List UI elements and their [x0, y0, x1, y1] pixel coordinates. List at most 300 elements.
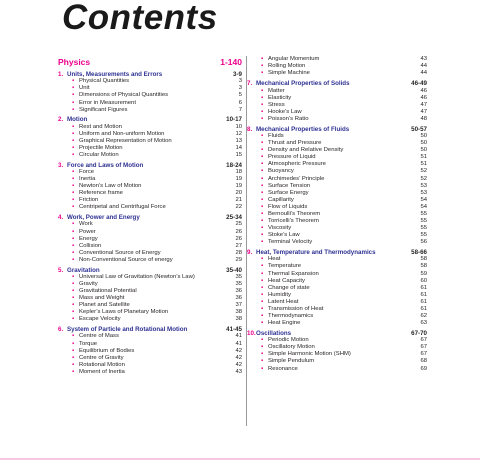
- chapter-title: Motion: [67, 116, 88, 124]
- chapter-number: 10.: [247, 329, 256, 337]
- topic-title: Planet and Satellite: [79, 302, 130, 309]
- bullet-icon: ▪: [72, 197, 75, 204]
- topic-page: 14: [235, 144, 242, 151]
- bullet-icon: ▪: [72, 204, 75, 211]
- toc-topic[interactable]: [247, 190, 427, 197]
- toc-topic[interactable]: [247, 337, 427, 344]
- topic-page: 63: [420, 320, 427, 327]
- toc-topic[interactable]: [247, 299, 427, 306]
- topic-page: 43: [235, 368, 242, 375]
- topic-title: Flow of Liquids: [268, 203, 308, 210]
- topic-page: 47: [420, 108, 427, 115]
- bullet-icon: ▪: [72, 242, 75, 249]
- topic-title: Temperature: [268, 263, 302, 270]
- bullet-icon: ▪: [261, 344, 264, 351]
- bullet-icon: ▪: [261, 239, 264, 246]
- toc-topic[interactable]: [58, 309, 242, 316]
- chapter-heading[interactable]: [247, 330, 427, 337]
- chapter-pages: 50-57: [411, 125, 427, 133]
- toc-topic[interactable]: [247, 225, 427, 232]
- toc-chapter: [247, 126, 427, 247]
- topic-title: Heat Engine: [268, 320, 301, 327]
- toc-left-column: [58, 56, 242, 379]
- chapter-number: 6.: [58, 326, 64, 334]
- topic-title: Graphical Representation of Motion: [79, 137, 172, 144]
- bullet-icon: ▪: [261, 320, 264, 327]
- topic-page: 53: [420, 182, 427, 189]
- toc-right-column: [247, 56, 427, 375]
- bullet-icon: ▪: [72, 333, 75, 340]
- topic-page: 51: [420, 161, 427, 168]
- toc-topic[interactable]: [247, 88, 427, 95]
- topic-title: Force: [79, 169, 95, 176]
- toc-topic[interactable]: [58, 302, 242, 309]
- topic-title: Angular Momentum: [268, 56, 320, 62]
- toc-topic[interactable]: [247, 147, 427, 154]
- chapter-title: System of Particle and Rotational Motion: [67, 326, 188, 334]
- bullet-icon: ▪: [72, 169, 75, 176]
- topic-title: Simple Machine: [268, 70, 310, 77]
- topic-page: 5: [238, 92, 242, 99]
- topic-title: Resonance: [268, 365, 298, 372]
- chapter-heading[interactable]: [247, 80, 427, 87]
- toc-topic[interactable]: [247, 168, 427, 175]
- toc-topic[interactable]: [247, 271, 427, 278]
- bullet-icon: ▪: [72, 302, 75, 309]
- topic-title: Pressure of Liquid: [268, 154, 316, 161]
- bullet-icon: ▪: [261, 351, 264, 358]
- topic-page: 61: [420, 284, 427, 291]
- toc-chapter: [58, 116, 242, 159]
- topic-page: 19: [235, 183, 242, 190]
- toc-topic[interactable]: [247, 278, 427, 285]
- bullet-icon: ▪: [72, 99, 75, 106]
- toc-topic[interactable]: [58, 100, 242, 107]
- toc-topic[interactable]: [58, 107, 242, 114]
- bullet-icon: ▪: [261, 140, 264, 147]
- right-chapter-list: [247, 80, 427, 372]
- topic-title: Moment of Inertia: [79, 368, 125, 375]
- bullet-icon: ▪: [261, 256, 264, 263]
- toc-topic[interactable]: [247, 232, 427, 239]
- toc-topic[interactable]: [58, 288, 242, 295]
- topic-title: Escape Velocity: [79, 316, 121, 323]
- topic-page: 43: [420, 56, 427, 62]
- topic-page: 27: [235, 242, 242, 249]
- bullet-icon: ▪: [261, 365, 264, 372]
- toc-topic[interactable]: [247, 133, 427, 140]
- bullet-icon: ▪: [261, 270, 264, 277]
- topic-title: Latent Heat: [268, 298, 299, 305]
- topic-title: Periodic Motion: [268, 337, 309, 344]
- topic-title: Reference frame: [79, 190, 123, 197]
- topic-title: Equilibrium of Bodies: [79, 347, 135, 354]
- toc-topic[interactable]: [247, 102, 427, 109]
- topic-title: Elasticity: [268, 94, 292, 101]
- chapter-pages: 58-66: [411, 249, 427, 257]
- chapter-pages: 25-34: [226, 214, 242, 222]
- topic-title: Fluids: [268, 132, 284, 139]
- topic-title: Oscillatory Motion: [268, 344, 315, 351]
- toc-topic[interactable]: [58, 333, 242, 340]
- toc-chapter: [58, 214, 242, 264]
- topic-page: 42: [235, 361, 242, 368]
- topic-page: 47: [420, 101, 427, 108]
- topic-page: 25: [235, 221, 242, 228]
- toc-topic[interactable]: [58, 348, 242, 355]
- topic-page: 59: [420, 270, 427, 277]
- topic-title: Gravitational Potential: [79, 288, 137, 295]
- toc-topic[interactable]: [247, 183, 427, 190]
- chapter-title: Oscillations: [256, 329, 292, 337]
- bullet-icon: ▪: [261, 358, 264, 365]
- toc-topic[interactable]: [58, 197, 242, 204]
- topic-page: 53: [420, 189, 427, 196]
- bullet-icon: ▪: [72, 235, 75, 242]
- toc-topic[interactable]: [247, 306, 427, 313]
- bullet-icon: ▪: [261, 94, 264, 101]
- bullet-icon: ▪: [261, 305, 264, 312]
- topic-page: 55: [420, 218, 427, 225]
- chapter-heading[interactable]: [247, 249, 427, 256]
- topic-page: 48: [420, 115, 427, 122]
- toc-topic[interactable]: [58, 124, 242, 131]
- bullet-icon: ▪: [261, 108, 264, 115]
- topic-page: 67: [420, 337, 427, 344]
- toc-topic[interactable]: [247, 263, 427, 270]
- chapter-pages: 10-17: [226, 116, 242, 124]
- toc-topic[interactable]: [58, 281, 242, 288]
- topic-page: 28: [235, 249, 242, 256]
- topic-title: Matter: [268, 87, 285, 94]
- toc-topic[interactable]: [247, 218, 427, 225]
- chapter-heading[interactable]: [247, 126, 427, 133]
- topic-page: 55: [420, 210, 427, 217]
- topic-title: Bernoulli’s Theorem: [268, 210, 321, 217]
- topic-title: Density and Relative Density: [268, 147, 344, 154]
- toc-chapter: [247, 80, 427, 123]
- topic-page: 38: [235, 309, 242, 316]
- bullet-icon: ▪: [261, 87, 264, 94]
- topic-title: Torque: [79, 340, 98, 347]
- topic-page: 6: [238, 99, 242, 106]
- toc-topic[interactable]: [247, 154, 427, 161]
- topic-page: 52: [420, 175, 427, 182]
- toc-topic[interactable]: [247, 344, 427, 351]
- toc-topic[interactable]: [58, 78, 242, 85]
- topic-page: 62: [420, 313, 427, 320]
- toc-topic[interactable]: [58, 250, 242, 257]
- topic-title: Mass and Weight: [79, 295, 125, 302]
- toc-topic[interactable]: [247, 204, 427, 211]
- topic-page: 67: [420, 344, 427, 351]
- toc-topic[interactable]: [58, 236, 242, 243]
- chapter-title: Mechanical Properties of Solids: [256, 80, 350, 88]
- bullet-icon: ▪: [261, 154, 264, 161]
- toc-topic[interactable]: [247, 211, 427, 218]
- toc-topic[interactable]: [247, 239, 427, 246]
- toc-topic[interactable]: [58, 183, 242, 190]
- toc-topic[interactable]: [247, 63, 427, 70]
- toc-topic[interactable]: [58, 369, 242, 376]
- topic-title: Inertia: [79, 176, 96, 183]
- toc-topic[interactable]: [58, 316, 242, 323]
- bullet-icon: ▪: [72, 288, 75, 295]
- chapter-title: Mechanical Properties of Fluids: [256, 125, 350, 133]
- topic-page: 42: [235, 354, 242, 361]
- toc-topic[interactable]: [58, 362, 242, 369]
- bullet-icon: ▪: [261, 189, 264, 196]
- topic-title: Collision: [79, 242, 102, 249]
- bullet-icon: ▪: [72, 249, 75, 256]
- topic-title: Conventional Source of Energy: [79, 249, 161, 256]
- toc-topic[interactable]: [247, 95, 427, 102]
- topic-title: Energy: [79, 235, 98, 242]
- topic-title: Viscosity: [268, 225, 292, 232]
- topic-page: 46: [420, 94, 427, 101]
- bullet-icon: ▪: [261, 284, 264, 291]
- left-chapter-list: [58, 71, 242, 376]
- chapter-number: 4.: [58, 214, 64, 222]
- bullet-icon: ▪: [261, 277, 264, 284]
- chapter-title: Units, Measurements and Errors: [67, 71, 163, 78]
- topic-title: Buoyancy: [268, 168, 294, 175]
- bullet-icon: ▪: [261, 196, 264, 203]
- topic-title: Centre of Gravity: [79, 354, 124, 361]
- toc-topic[interactable]: [58, 204, 242, 211]
- chapter-title: Force and Laws of Motion: [67, 161, 144, 169]
- chapter-pages: 67-70: [411, 329, 427, 337]
- bullet-icon: ▪: [72, 228, 75, 235]
- topic-page: 13: [235, 137, 242, 144]
- bullet-icon: ▪: [72, 256, 75, 263]
- bullet-icon: ▪: [72, 281, 75, 288]
- toc-topic[interactable]: [247, 351, 427, 358]
- topic-title: Rest and Motion: [79, 123, 122, 130]
- bullet-icon: ▪: [72, 340, 75, 347]
- toc-topic[interactable]: [247, 292, 427, 299]
- topic-title: Transmission of Heat: [268, 305, 324, 312]
- toc-topic[interactable]: [58, 138, 242, 145]
- bullet-icon: ▪: [261, 147, 264, 154]
- topic-page: 54: [420, 196, 427, 203]
- topic-page: 61: [420, 305, 427, 312]
- chapter-pages: 46-49: [411, 80, 427, 88]
- topic-page: 60: [420, 277, 427, 284]
- topic-title: Work: [79, 221, 93, 228]
- toc-topic[interactable]: [247, 285, 427, 292]
- topic-title: Power: [79, 228, 96, 235]
- bullet-icon: ▪: [261, 161, 264, 168]
- chapter-number: 2.: [58, 116, 64, 124]
- bullet-icon: ▪: [261, 210, 264, 217]
- topic-title: Unit: [79, 85, 90, 92]
- chapter-heading[interactable]: [58, 326, 242, 333]
- toc-topic[interactable]: [247, 140, 427, 147]
- toc-topic[interactable]: [247, 358, 427, 365]
- toc-topic[interactable]: [247, 366, 427, 373]
- topic-page: 58: [420, 256, 427, 263]
- toc-topic[interactable]: [58, 85, 242, 92]
- chapter-heading[interactable]: [58, 71, 242, 78]
- chapter-pages: 35-40: [226, 266, 242, 274]
- chapter-number: 7.: [247, 80, 253, 88]
- bullet-icon: ▪: [72, 183, 75, 190]
- bullet-icon: ▪: [261, 263, 264, 270]
- bullet-icon: ▪: [261, 218, 264, 225]
- toc-topic[interactable]: [58, 190, 242, 197]
- bullet-icon: ▪: [72, 354, 75, 361]
- bullet-icon: ▪: [261, 115, 264, 122]
- toc-topic[interactable]: [247, 56, 427, 63]
- toc-chapter: [58, 326, 242, 376]
- toc-topic[interactable]: [58, 131, 242, 138]
- topic-title: Rolling Motion: [268, 63, 306, 70]
- topic-page: 56: [420, 239, 427, 246]
- topic-page: 42: [235, 347, 242, 354]
- toc-topic[interactable]: [58, 221, 242, 228]
- chapter-title: Heat, Temperature and Thermodynamics: [256, 249, 376, 257]
- topic-page: 3: [238, 85, 242, 92]
- chapter-heading[interactable]: [58, 116, 242, 123]
- chapter-number: 1.: [58, 71, 64, 78]
- bullet-icon: ▪: [261, 225, 264, 232]
- toc-topic[interactable]: [247, 109, 427, 116]
- topic-page: 46: [420, 87, 427, 94]
- topic-page: 22: [235, 204, 242, 211]
- chapter-number: 8.: [247, 125, 253, 133]
- toc-topic[interactable]: [58, 145, 242, 152]
- bullet-icon: ▪: [261, 56, 264, 62]
- topic-title: Friction: [79, 197, 99, 204]
- topic-title: Atmospheric Pressure: [268, 161, 326, 168]
- chapter-pages: 18-24: [226, 161, 242, 169]
- bullet-icon: ▪: [72, 152, 75, 159]
- toc-topic[interactable]: [58, 169, 242, 176]
- bullet-icon: ▪: [72, 368, 75, 375]
- bullet-icon: ▪: [72, 190, 75, 197]
- bullet-icon: ▪: [261, 291, 264, 298]
- bullet-icon: ▪: [72, 137, 75, 144]
- bullet-icon: ▪: [72, 221, 75, 228]
- bullet-icon: ▪: [261, 232, 264, 239]
- topic-title: Change of state: [268, 284, 310, 291]
- bullet-icon: ▪: [72, 309, 75, 316]
- topic-title: Error in Measurement: [79, 99, 136, 106]
- topic-page: 29: [235, 256, 242, 263]
- subject-name: Physics: [58, 57, 91, 67]
- topic-page: 12: [235, 130, 242, 137]
- topic-title: Torricelli’s Theorem: [268, 218, 319, 225]
- topic-page: 36: [235, 295, 242, 302]
- topic-title: Centripetal and Centrifugal Force: [79, 204, 166, 211]
- bullet-icon: ▪: [261, 70, 264, 77]
- chapter-heading[interactable]: [58, 267, 242, 274]
- topic-title: Non-Conventional Source of energy: [79, 256, 173, 263]
- topic-page: 61: [420, 298, 427, 305]
- topic-page: 26: [235, 228, 242, 235]
- topic-page: 37: [235, 302, 242, 309]
- toc-topic[interactable]: [58, 229, 242, 236]
- topic-page: 20: [235, 190, 242, 197]
- topic-page: 52: [420, 168, 427, 175]
- topic-title: Circular Motion: [79, 152, 119, 159]
- topic-title: Thermodynamics: [268, 313, 314, 320]
- topic-page: 35: [235, 273, 242, 280]
- topic-title: Gravity: [79, 281, 98, 288]
- bullet-icon: ▪: [261, 63, 264, 70]
- topic-title: Humidity: [268, 291, 291, 298]
- topic-title: Poisson’s Ratio: [268, 115, 309, 122]
- topic-page: 54: [420, 203, 427, 210]
- toc-chapter: [58, 162, 242, 212]
- topic-title: Significant Figures: [79, 106, 128, 113]
- chapter-heading[interactable]: [58, 214, 242, 221]
- toc-topic[interactable]: [58, 92, 242, 99]
- toc-topic[interactable]: [58, 295, 242, 302]
- topic-title: Universal Law of Gravitation (Newton’s Law): [79, 273, 195, 280]
- toc-topic[interactable]: [247, 116, 427, 123]
- toc-topic[interactable]: [247, 256, 427, 263]
- toc-topic[interactable]: [58, 176, 242, 183]
- topic-title: Newton’s Law of Motion: [79, 183, 142, 190]
- toc-topic[interactable]: [58, 243, 242, 250]
- chapter-heading[interactable]: [58, 162, 242, 169]
- chapter-title: Work, Power and Energy: [67, 214, 140, 222]
- topic-title: Heat Capacity: [268, 277, 305, 284]
- bullet-icon: ▪: [261, 132, 264, 139]
- bullet-icon: ▪: [72, 347, 75, 354]
- toc-chapter: [247, 330, 427, 373]
- bullet-icon: ▪: [72, 92, 75, 99]
- topic-title: Archimedes’ Principle: [268, 175, 325, 182]
- topic-title: Rotational Motion: [79, 361, 125, 368]
- topic-title: Stress: [268, 101, 285, 108]
- topic-page: 58: [420, 263, 427, 270]
- bullet-icon: ▪: [261, 313, 264, 320]
- topic-page: 7: [238, 106, 242, 113]
- toc-topic[interactable]: [247, 161, 427, 168]
- toc-topic[interactable]: [58, 341, 242, 348]
- topic-title: Simple Pendulum: [268, 358, 315, 365]
- toc-topic[interactable]: [58, 257, 242, 264]
- toc-topic[interactable]: [58, 355, 242, 362]
- toc-topic[interactable]: [247, 320, 427, 327]
- toc-chapter: [58, 71, 242, 114]
- toc-topic[interactable]: [247, 176, 427, 183]
- toc-topic[interactable]: [58, 152, 242, 159]
- topic-page: 36: [235, 288, 242, 295]
- toc-topic[interactable]: [247, 197, 427, 204]
- bullet-icon: ▪: [261, 337, 264, 344]
- toc-topic[interactable]: [247, 313, 427, 320]
- topic-page: 69: [420, 365, 427, 372]
- subject-heading[interactable]: [58, 56, 242, 68]
- toc-topic[interactable]: [58, 274, 242, 281]
- topic-title: Projectile Motion: [79, 144, 123, 151]
- toc-topic[interactable]: [247, 70, 427, 77]
- topic-title: Capillarity: [268, 196, 294, 203]
- topic-title: Hooke’s Law: [268, 108, 302, 115]
- topic-page: 55: [420, 232, 427, 239]
- chapter-number: 9.: [247, 249, 253, 257]
- topic-page: 68: [420, 358, 427, 365]
- topic-title: Thermal Expansion: [268, 270, 319, 277]
- bullet-icon: ▪: [261, 298, 264, 305]
- topic-title: Physical Quantities: [79, 78, 130, 85]
- topic-page: 50: [420, 140, 427, 147]
- topic-title: Uniform and Non-uniform Motion: [79, 130, 165, 137]
